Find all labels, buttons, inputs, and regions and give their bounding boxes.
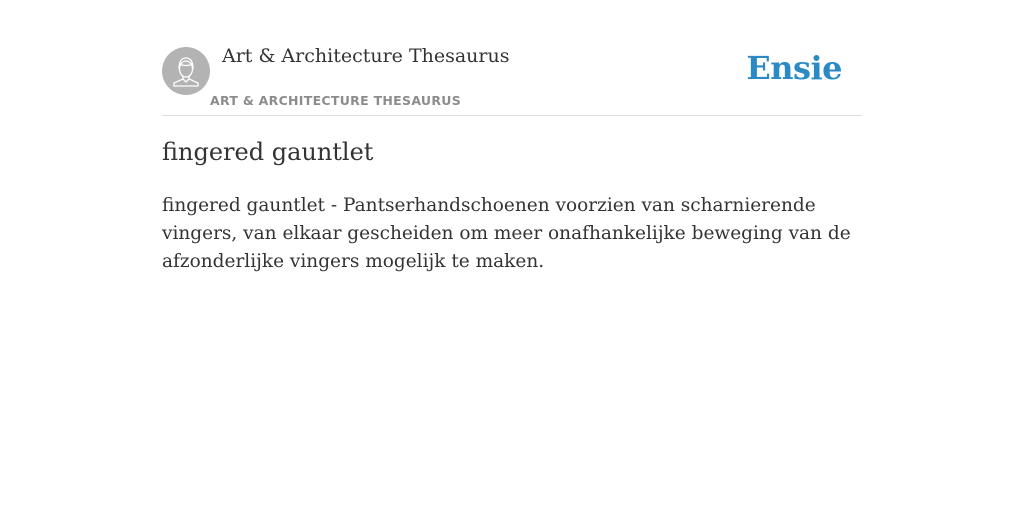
definition-text: fingered gauntlet - Pantserhandschoenen voorzien van scharnierende vingers, van elkaar gescheiden om meer onafhankelijke beweging van de afzonderlijke vingers mogelijk te maken. (162, 195, 851, 272)
avatar[interactable] (162, 47, 210, 95)
page-title: fingered gauntlet (162, 138, 374, 166)
source-subtitle: ART & ARCHITECTURE THESAURUS (210, 93, 462, 108)
content-container (162, 0, 862, 272)
user-silhouette-icon (162, 47, 210, 95)
source-header (162, 0, 862, 116)
source-name[interactable]: Art & Architecture Thesaurus (222, 45, 510, 67)
ensie-logo[interactable]: Ensie (746, 49, 842, 87)
